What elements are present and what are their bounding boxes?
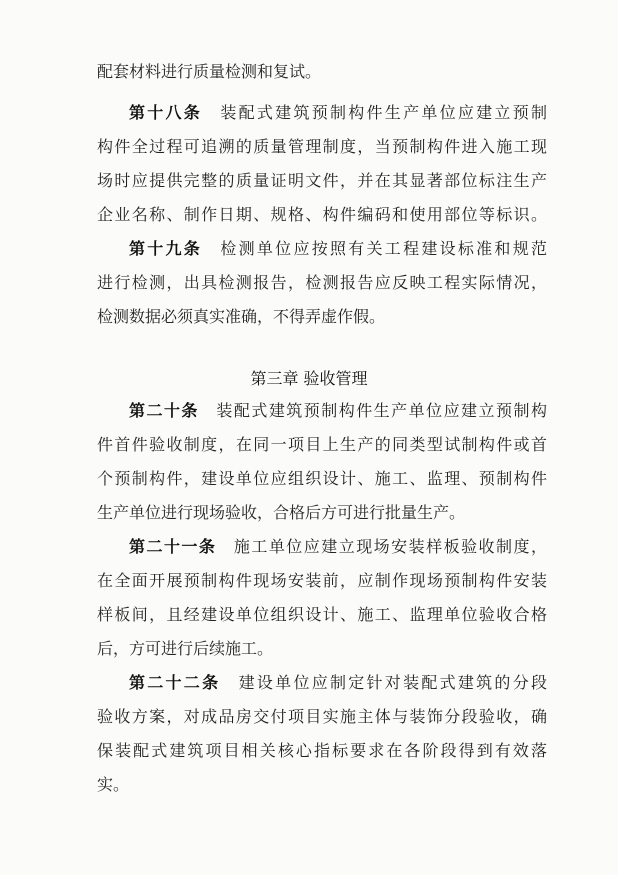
text-line: 生产单位进行现场验收，合格后方可进行批量生产。 [97, 503, 466, 522]
text-line: 构件全过程可追溯的质量管理制度，当预制构件进入施工现 [97, 137, 547, 156]
text-line: 在全面开展预制构件现场安装前，应制作现场预制构件安装 [97, 571, 547, 590]
text-line: 样板间，且经建设单位组织设计、施工、监理单位验收合格 [97, 605, 547, 624]
text-line: 个预制构件，建设单位应组织设计、施工、监理、预制构件 [97, 469, 547, 488]
article-21-line: 第二十一条 施工单位应建立现场安装样板验收制度， [129, 537, 547, 556]
article-20-line: 第二十条 装配式建筑预制构件生产单位应建立预制构 [129, 401, 547, 420]
article-22-line: 第二十二条 建设单位应制定针对装配式建筑的分段 [129, 673, 547, 692]
text-line: 验收方案，对成品房交付项目实施主体与装饰分段验收，确 [97, 707, 547, 726]
article-18-line: 第十八条 装配式建筑预制构件生产单位应建立预制 [129, 103, 547, 122]
text-line: 配套材料进行质量检测和复试。 [97, 62, 322, 81]
text-line: 实。 [97, 775, 130, 794]
chapter-title: 第三章 验收管理 [250, 369, 368, 388]
text-line: 进行检测，出具检测报告，检测报告应反映工程实际情况， [97, 273, 547, 292]
text-line: 场时应提供完整的质量证明文件，并在其显著部位标注生产 [97, 171, 547, 190]
article-number: 第十九条 [129, 239, 203, 258]
text-line: 后，方可进行后续施工。 [97, 639, 274, 658]
article-19-line: 第十九条 检测单位应按照有关工程建设标准和规范 [129, 239, 547, 258]
article-number: 第二十一条 [129, 537, 217, 556]
text-line: 检测数据必须真实准确，不得弄虚作假。 [97, 307, 386, 326]
text-line: 保装配式建筑项目相关核心指标要求在各阶段得到有效落 [97, 741, 547, 760]
article-number: 第二十二条 [129, 673, 221, 692]
article-number: 第十八条 [129, 103, 203, 122]
text-line: 企业名称、制作日期、规格、构件编码和使用部位等标识。 [97, 205, 547, 224]
text-line: 件首件验收制度，在同一项目上生产的同类型试制构件或首 [97, 435, 547, 454]
article-number: 第二十条 [129, 401, 199, 420]
